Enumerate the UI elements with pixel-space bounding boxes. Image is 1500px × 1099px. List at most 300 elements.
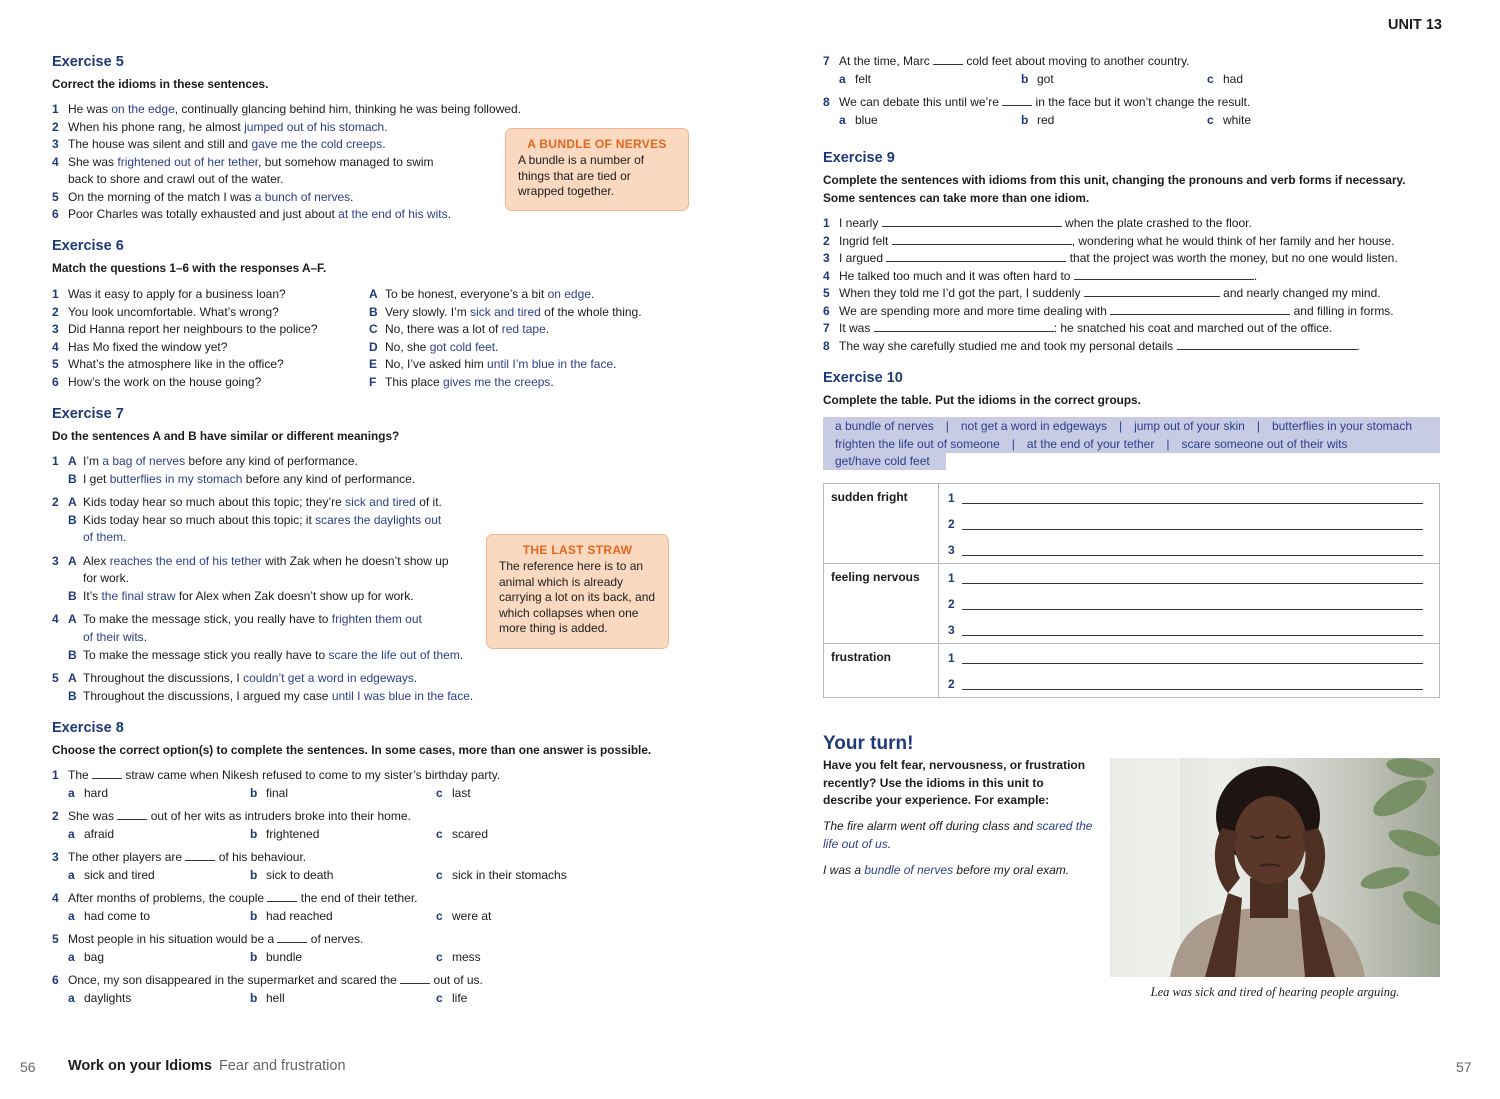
item-text: No, I’ve asked him: [385, 357, 488, 371]
option-text: had: [1223, 71, 1244, 86]
item-text: I’m: [83, 454, 103, 468]
question-item: [52, 931, 364, 949]
example-text: before my oral exam.: [953, 863, 1070, 877]
option-a: [68, 867, 155, 885]
option-text: felt: [855, 71, 872, 86]
slot-number: 2: [948, 677, 955, 691]
exercise-item: [52, 189, 354, 207]
exercise-instruction: Choose the correct option(s) to complete the sentences. In some cases, more than one answer is possible.: [52, 743, 652, 757]
sentence-letter: B: [68, 689, 77, 703]
idiom-table: [823, 483, 1440, 698]
gap-fill-item: [823, 215, 1252, 233]
your-turn-example-2: [823, 862, 1095, 880]
response-item: [369, 286, 594, 304]
word-item: a bundle of nerves: [835, 419, 934, 433]
sentence-letter: A: [68, 671, 77, 685]
item-text: straw came when Nikesh refused to come to my sister’s birthday party.: [122, 768, 501, 782]
option-b: [250, 867, 333, 885]
example-idiom: scared the life out of us: [823, 819, 1093, 851]
item-text: On the morning of the match I was: [68, 190, 255, 204]
item-idiom: a bag of nerves: [102, 454, 186, 468]
item-text: I argued: [839, 251, 887, 265]
item-text: the end of their tether.: [297, 891, 418, 905]
slot-line: [962, 583, 1423, 584]
tip-box-title: A BUNDLE OF NERVES: [527, 137, 667, 151]
item-idiom: sick and tired: [345, 495, 416, 509]
item-text: To make the message stick you really have to: [83, 648, 329, 662]
option-a: [68, 949, 104, 967]
answer-slot: [940, 671, 1438, 697]
example-text: I was a: [823, 863, 865, 877]
item-text: of it.: [415, 495, 442, 509]
item-number: 1: [52, 287, 59, 301]
item-letter: A: [369, 287, 378, 301]
item-number: 1: [52, 102, 59, 116]
word-item: butterflies in your stomach: [1271, 419, 1412, 433]
exercise-instruction: Correct the idioms in these sentences.: [52, 77, 269, 91]
item-text: The: [68, 768, 93, 782]
word-item: jump out of your skin: [1134, 419, 1245, 433]
answer-slot: [940, 511, 1438, 537]
question-item: [52, 286, 286, 304]
item-text: for Alex when Zak doesn’t show up for work.: [175, 589, 414, 603]
sentence-line: [52, 629, 147, 647]
exercise-title: Exercise 6: [52, 238, 124, 254]
item-text: and filling in forms.: [1290, 303, 1394, 318]
item-number: 3: [823, 251, 830, 265]
slot-number: 1: [948, 571, 955, 585]
slot-line: [962, 635, 1423, 636]
item-text: This place: [385, 374, 444, 389]
exercise-title: Exercise 5: [52, 54, 124, 70]
item-letter: C: [369, 322, 378, 336]
item-number: 5: [52, 357, 59, 371]
item-text: out of us.: [430, 973, 483, 987]
sentence-line: [52, 512, 441, 530]
slot-number: 3: [948, 543, 955, 557]
item-letter: F: [369, 374, 377, 389]
question-item: [52, 849, 306, 867]
exercise-item: [52, 154, 434, 172]
tip-box-title: THE LAST STRAW: [522, 543, 633, 557]
item-text: I get: [83, 472, 110, 486]
option-letter: a: [68, 826, 75, 841]
response-item: [369, 321, 549, 339]
option-b: [1021, 112, 1054, 130]
item-text: Was it easy to apply for a business loan?: [68, 287, 286, 301]
option-c: [436, 949, 481, 967]
item-idiom: of them: [83, 530, 124, 544]
tip-box-text: The reference here is to an animal which is already carrying a lot on its back, and which collapses when one more thing is added.: [499, 559, 656, 635]
item-letter: B: [369, 304, 378, 319]
option-a: [839, 71, 871, 89]
item-letter: D: [369, 339, 378, 354]
item-text: before any kind of performance.: [242, 472, 416, 486]
question-item: [52, 304, 279, 322]
item-text: .: [495, 339, 499, 354]
answer-cell: [939, 564, 1440, 644]
option-b: [250, 990, 285, 1008]
item-text: We are spending more and more time dealing with: [839, 303, 1111, 318]
option-letter: c: [436, 826, 443, 841]
option-letter: c: [436, 908, 443, 923]
slot-number: 1: [948, 491, 955, 505]
item-number: 3: [52, 137, 59, 151]
exercise-instruction: Match the questions 1–6 with the responses A–F.: [52, 261, 327, 275]
table-row: [824, 564, 1440, 644]
item-text: No, there was a lot of: [385, 322, 502, 336]
slot-number: 1: [948, 651, 955, 665]
item-number: 7: [823, 54, 830, 68]
option-c: [1207, 112, 1251, 130]
item-idiom: gave me the cold creeps: [251, 137, 383, 151]
item-number: 2: [52, 495, 59, 509]
item-idiom: of their wits: [83, 630, 144, 644]
item-text: Throughout the discussions, I: [83, 671, 244, 685]
option-letter: a: [68, 785, 75, 800]
item-text: What’s the atmosphere like in the office?: [68, 357, 284, 371]
item-text: , continually glancing behind him, thinking he was being followed.: [174, 102, 521, 116]
item-letter: E: [369, 357, 378, 371]
item-text: out of her wits as intruders broke into their home.: [147, 809, 411, 823]
your-turn-example-1: [823, 818, 1095, 853]
item-number: 8: [823, 95, 830, 109]
item-idiom: gives me the creeps: [443, 374, 551, 389]
option-text: sick in their stomachs: [452, 867, 567, 882]
item-number: 5: [52, 932, 59, 946]
item-text: Kids today hear so much about this topic; it: [83, 513, 316, 527]
word-separator: |: [1118, 419, 1123, 433]
exercise-title: Exercise 7: [52, 406, 124, 422]
answer-slot: [940, 645, 1438, 671]
gap-fill-item: [823, 250, 1398, 268]
item-text: When his phone rang, he almost: [68, 120, 245, 134]
item-text: that the project was worth the money, but no one would listen.: [1066, 251, 1398, 265]
exercise-title: Exercise 9: [823, 150, 895, 166]
item-idiom: at the end of his wits: [338, 207, 448, 221]
option-b: [250, 949, 302, 967]
word-item: scare someone out of their wits: [1181, 436, 1348, 451]
item-text: She was: [68, 155, 118, 169]
option-letter: a: [839, 71, 846, 86]
response-item: [369, 374, 554, 392]
example-text: The fire alarm went off during class and: [823, 819, 1037, 833]
item-idiom: on the edge: [111, 102, 175, 116]
answer-slot: [940, 591, 1438, 617]
sentence-letter: B: [68, 589, 77, 603]
option-text: were at: [452, 908, 492, 923]
item-number: 4: [52, 339, 59, 354]
item-number: 6: [823, 303, 830, 318]
item-text: .: [613, 357, 617, 371]
word-row: [835, 453, 930, 471]
item-number: 4: [52, 891, 59, 905]
response-item: [369, 356, 616, 374]
item-text: and nearly changed my mind.: [1219, 286, 1381, 300]
sentence-line: [52, 688, 473, 706]
question-item: [823, 94, 1250, 112]
gap-fill-item: [823, 338, 1360, 356]
option-text: had come to: [84, 908, 151, 923]
option-text: final: [266, 785, 289, 800]
option-c: [1207, 71, 1243, 89]
exercise-item: [52, 119, 388, 137]
option-letter: b: [250, 949, 258, 964]
option-text: had reached: [266, 908, 333, 923]
answer-blank: [1002, 95, 1032, 106]
tip-box-last-straw: [486, 534, 669, 649]
answer-slot: [940, 617, 1438, 643]
category-cell: frustration: [824, 644, 939, 698]
item-text: .: [1356, 338, 1360, 353]
item-text: .: [590, 287, 595, 301]
item-text: Has Mo fixed the window yet?: [68, 339, 228, 354]
item-text: .: [447, 207, 451, 221]
item-text: .: [545, 322, 550, 336]
slot-line: [962, 663, 1423, 664]
photo-illustration: [1110, 758, 1440, 977]
item-number: 1: [52, 768, 59, 782]
page-number-right: 57: [1456, 1059, 1472, 1075]
item-number: 3: [52, 554, 59, 568]
word-row: [835, 436, 1348, 454]
item-idiom: reaches the end of his tether: [109, 554, 262, 568]
gap-fill-item: [823, 285, 1381, 303]
answer-blank: [117, 809, 147, 820]
your-turn-prompt: Have you felt fear, nervousness, or frustration recently? Use the idioms in this unit to describe your experience. For example:: [823, 758, 1086, 807]
item-idiom: red tape: [501, 322, 546, 336]
question-item: [52, 972, 483, 990]
item-text: Did Hanna report her neighbours to the police?: [68, 322, 318, 336]
answer-blank: [892, 234, 1072, 245]
answer-blank: [267, 891, 297, 902]
example-idiom: bundle of nerves: [864, 863, 954, 877]
item-text: Poor Charles was totally exhausted and just about: [68, 207, 339, 221]
item-number: 6: [52, 374, 59, 389]
slot-number: 2: [948, 597, 955, 611]
option-text: daylights: [84, 990, 132, 1005]
item-text: for work.: [83, 571, 130, 585]
question-item: [52, 808, 411, 826]
slot-line: [962, 689, 1423, 690]
option-letter: a: [68, 949, 75, 964]
item-text: After months of problems, the couple: [68, 891, 268, 905]
item-text: , wondering what he would think of her family and her house.: [1071, 233, 1395, 248]
item-text: Kids today hear so much about this topic; they’re: [83, 495, 346, 509]
option-letter: b: [250, 826, 258, 841]
item-text: of nerves.: [307, 932, 364, 946]
item-text: The house was silent and still and: [68, 137, 252, 151]
page-number-left: 56: [20, 1059, 36, 1075]
question-item: [823, 53, 1190, 71]
table-row: [824, 644, 1440, 698]
item-idiom: until I’m blue in the face: [487, 357, 614, 371]
sentence-letter: A: [68, 612, 77, 626]
item-text: .: [384, 120, 388, 134]
slot-line: [962, 529, 1423, 530]
item-text: .: [469, 689, 474, 703]
item-text: He talked too much and it was often hard to: [839, 268, 1074, 283]
option-c: [436, 785, 471, 803]
word-item: get/have cold feet: [835, 454, 930, 468]
answer-blank: [1177, 339, 1357, 350]
footer-book-title: [68, 1058, 346, 1074]
option-letter: b: [1021, 71, 1029, 86]
item-text: I nearly: [839, 216, 882, 230]
unit-label: UNIT 13: [1388, 17, 1442, 33]
option-a: [68, 908, 150, 926]
exercise-item: [52, 171, 283, 189]
item-text: How’s the work on the house going?: [68, 374, 262, 389]
option-c: [436, 908, 491, 926]
option-b: [1021, 71, 1054, 89]
item-text: when the plate crashed to the floor.: [1061, 216, 1252, 230]
item-text: To make the message stick, you really have to: [83, 612, 332, 626]
item-text: She was: [68, 809, 118, 823]
item-number: 6: [52, 973, 59, 987]
answer-blank: [277, 932, 307, 943]
answer-slot: [940, 485, 1438, 511]
photo-stressed-woman: [1110, 758, 1440, 977]
slot-line: [962, 503, 1423, 504]
word-separator: |: [1011, 436, 1015, 451]
option-letter: a: [68, 908, 75, 923]
book-title: Work on your Idioms: [68, 1058, 212, 1074]
question-item: [52, 339, 227, 357]
exercise-5: [52, 54, 124, 70]
item-text: You look uncomfortable. What’s wrong?: [68, 304, 279, 319]
exercise-instruction: Some sentences can take more than one idiom.: [823, 191, 1090, 205]
exercise-title: Exercise 10: [823, 370, 903, 386]
exercise-item: [52, 206, 451, 224]
tip-box-bundle-of-nerves: [505, 128, 689, 211]
option-letter: c: [1207, 71, 1214, 86]
slot-line: [962, 609, 1423, 610]
option-letter: b: [250, 908, 258, 923]
slot-line: [962, 555, 1423, 556]
table-row: [824, 484, 1440, 564]
option-letter: c: [1207, 112, 1214, 127]
gap-fill-item: [823, 320, 1332, 338]
option-text: bag: [84, 949, 105, 964]
item-text: Very slowly. I’m: [385, 304, 471, 319]
option-letter: a: [839, 112, 846, 127]
item-number: 2: [52, 120, 59, 134]
option-a: [68, 785, 108, 803]
item-text: No, she: [385, 339, 430, 354]
question-item: [52, 374, 261, 392]
option-a: [68, 990, 131, 1008]
item-text: .: [459, 648, 464, 662]
word-row: [835, 418, 1412, 436]
option-text: scared: [452, 826, 489, 841]
sentence-letter: B: [68, 472, 77, 486]
answer-blank: [92, 768, 122, 779]
option-text: hard: [84, 785, 109, 800]
sentence-letter: B: [68, 513, 77, 527]
item-text: .: [350, 190, 354, 204]
sentence-line: [52, 570, 129, 588]
chapter-title: Fear and frustration: [218, 1058, 346, 1074]
photo-caption: Lea was sick and tired of hearing people arguing.: [1150, 985, 1400, 999]
category-cell: sudden fright: [824, 484, 939, 564]
item-idiom: got cold feet: [429, 339, 496, 354]
option-c: [436, 826, 488, 844]
your-turn-title: Your turn!: [823, 733, 914, 754]
sentence-line: [52, 588, 414, 606]
answer-blank: [1110, 304, 1290, 315]
exercise-instruction: Do the sentences A and B have similar or different meanings?: [52, 429, 400, 443]
tip-box-text: A bundle is a number of things that are tied or wrapped together.: [518, 153, 645, 198]
word-item: frighten the life out of someone: [835, 436, 1000, 451]
gap-fill-item: [823, 233, 1395, 251]
slot-number: 2: [948, 517, 955, 531]
sentence-letter: B: [68, 648, 77, 662]
option-text: afraid: [84, 826, 115, 841]
item-number: 2: [823, 233, 830, 248]
option-text: life: [452, 990, 468, 1005]
word-item: not get a word in edgeways: [960, 419, 1107, 433]
item-idiom: until I was blue in the face: [331, 689, 470, 703]
sentence-letter: A: [68, 454, 77, 468]
item-idiom: frighten them out: [331, 612, 422, 626]
sentence-line: [52, 553, 449, 571]
item-number: 2: [52, 304, 59, 319]
option-letter: c: [436, 949, 443, 964]
item-number: 1: [823, 216, 830, 230]
option-letter: a: [68, 990, 75, 1005]
sentence-line: [52, 471, 415, 489]
item-idiom: on edge: [547, 287, 591, 301]
item-number: 6: [52, 207, 59, 221]
answer-slot: [940, 565, 1438, 591]
example-text: .: [887, 836, 892, 851]
option-text: red: [1037, 112, 1055, 127]
item-text: .: [143, 630, 148, 644]
item-text: , but somehow managed to swim: [258, 155, 434, 169]
item-idiom: scare the life out of them: [328, 648, 460, 662]
question-item: [52, 767, 500, 785]
item-text: He was: [68, 102, 112, 116]
gap-fill-item: [823, 268, 1257, 286]
question-item: [52, 356, 284, 374]
exercise-item: [52, 101, 521, 119]
item-number: 4: [823, 268, 830, 283]
item-text: : he snatched his coat and marched out of the office.: [1053, 321, 1333, 335]
sentence-letter: A: [68, 495, 77, 509]
item-text: The other players are: [68, 850, 186, 864]
item-text: .: [123, 530, 127, 544]
item-number: 5: [52, 671, 59, 685]
item-idiom: butterflies in my stomach: [109, 472, 243, 486]
option-letter: b: [250, 785, 258, 800]
sentence-line: [52, 494, 442, 512]
item-number: 5: [823, 286, 830, 300]
option-c: [436, 867, 567, 885]
item-text: in the face but it won’t change the result.: [1032, 95, 1251, 109]
option-letter: c: [436, 867, 443, 882]
sentence-line: [52, 670, 417, 688]
option-letter: c: [436, 785, 443, 800]
option-text: sick to death: [266, 867, 334, 882]
item-text: Ingrid felt: [839, 233, 892, 248]
item-number: 2: [52, 809, 59, 823]
item-text: To be honest, everyone’s a bit: [385, 287, 548, 301]
option-letter: b: [1021, 112, 1029, 127]
answer-blank: [185, 850, 215, 861]
item-text: of the whole thing.: [540, 304, 642, 319]
response-item: [369, 339, 498, 357]
